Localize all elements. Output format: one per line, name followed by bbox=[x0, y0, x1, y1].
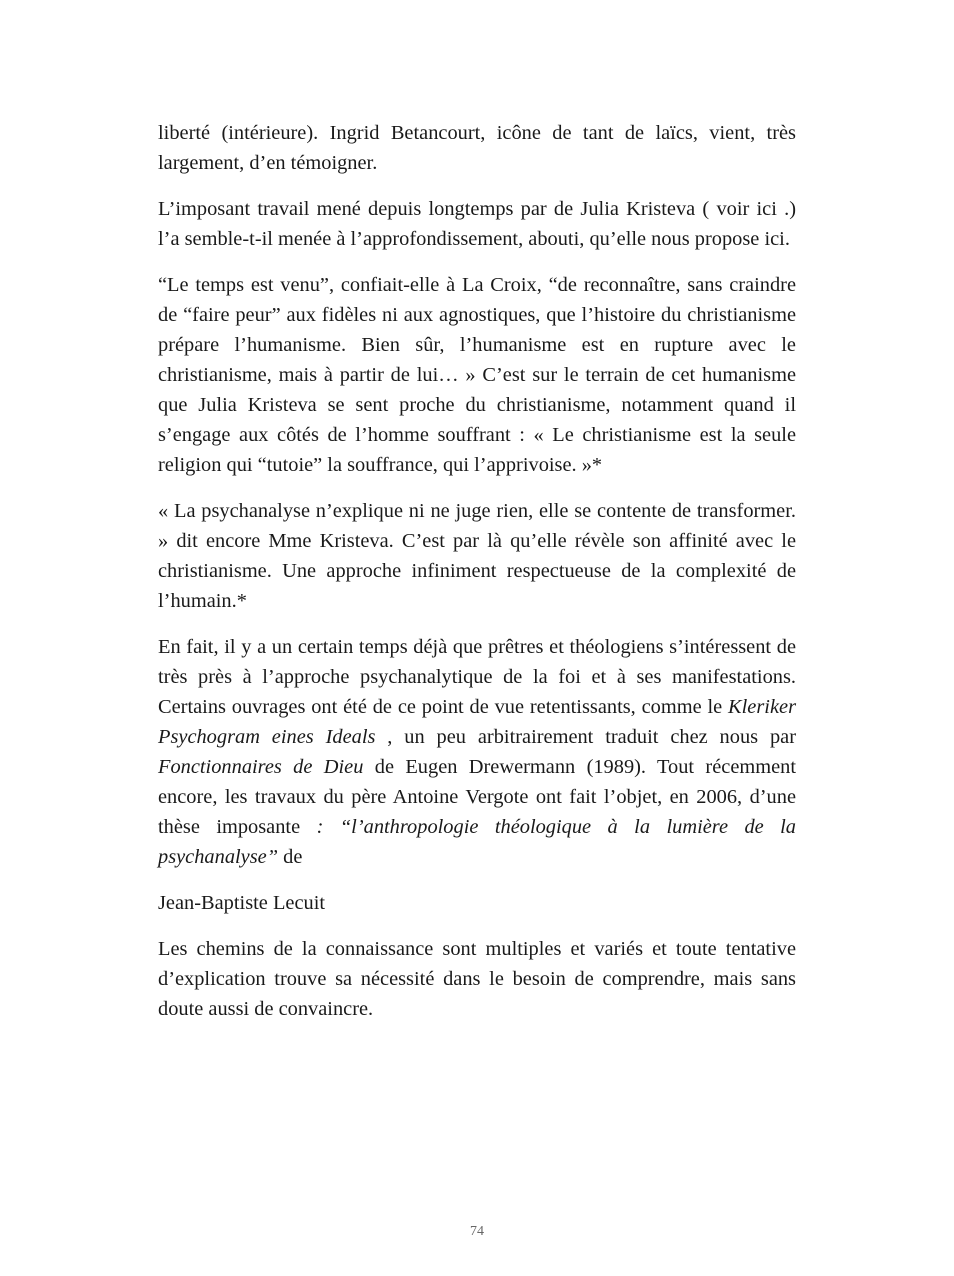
paragraph-2: L’imposant travail mené depuis longtemps par de Julia Kristeva ( voir ici .) l’a semble-t-il menée à l’approfondissement, abouti, qu’elle nous propose ici. bbox=[158, 198, 796, 250]
thesis-title: : “l’anthropologie théologique à la lumière de la psychanalyse” bbox=[158, 816, 796, 868]
paragraph-5-text-2: , un peu arbitrairement traduit chez nous par bbox=[375, 726, 796, 748]
page-body bbox=[158, 118, 796, 1040]
book-title-fonctionnaires: Fonctionnaires de Dieu bbox=[158, 756, 364, 778]
paragraph-5-text-3: de Eugen Drewermann (1989). Tout récemment encore, les travaux du père Antoine Vergote ont fait l’objet, en 2006, d’une thèse imposante bbox=[158, 756, 797, 838]
paragraph-1: liberté (intérieure). Ingrid Betancourt, icône de tant de laïcs, vient, très largement, d’en témoigner. bbox=[158, 122, 796, 174]
paragraph-5 bbox=[158, 632, 796, 872]
paragraph-4: « La psychanalyse n’explique ni ne juge rien, elle se contente de transformer. » dit encore Mme Kristeva. C’est par là qu’elle révèle son affinité avec le christianisme. Une approche infiniment respectueuse de la complexité de l’humain.* bbox=[158, 500, 796, 612]
paragraph-5-text-4: de bbox=[278, 846, 303, 868]
author-name: Jean-Baptiste Lecuit bbox=[158, 892, 326, 914]
page-number: 74 bbox=[470, 1224, 484, 1239]
book-title-kleriker: Kleriker Psychogram eines Ideals bbox=[158, 696, 796, 748]
paragraph-3: “Le temps est venu”, confiait-elle à La Croix, “de reconnaître, sans craindre de “faire peur” aux fidèles ni aux agnostiques, que l’histoire du christianisme prépare l’humanisme. Bien sûr, l’humanisme est en rupture avec le christianisme, mais à partir de lui… » C’est sur le terrain de cet humanisme que Julia Kristeva se sent proche du christianisme, notamment quand il s’engage aux côtés de l’homme souffrant : « Le christianisme est la seule religion qui “tutoie” la souffrance, qui l’apprivoise. »* bbox=[158, 274, 796, 476]
paragraph-5-text-1: En fait, il y a un certain temps déjà que prêtres et théologiens s’intéressent de très près à l’approche psychanalytique de la foi et à ses manifestations. Certains ouvrages ont été de ce point de vue retentissants, comme le bbox=[158, 636, 796, 718]
paragraph-7: Les chemins de la connaissance sont multiples et variés et toute tentative d’explication trouve sa nécessité dans le besoin de comprendre, mais sans doute aussi de convaincre. bbox=[158, 938, 796, 1020]
